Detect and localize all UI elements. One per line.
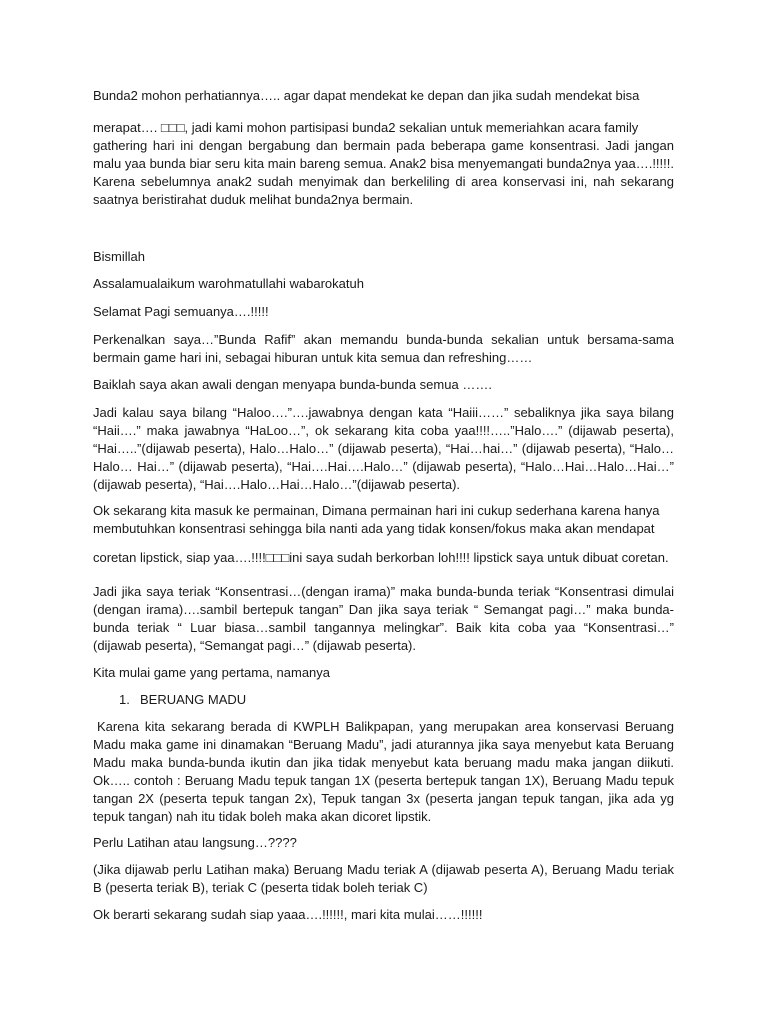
bismillah-line: Bismillah <box>93 249 146 264</box>
haloo-paragraph: Jadi kalau saya bilang “Haloo….”….jawabnya dengan kata “Haiii……” sebaliknya jika saya bilang “Haii….” maka jawabnya “HaLoo…”, ok sekarang kita coba yaa!!!!…..”Halo….” (dijawab peserta), “Hai…..”(dijawab peserta), Halo…Halo…” (dijawab peserta), “Hai…hai…” (dijawab peserta), “Halo… Halo… Hai…” (dijawab peserta), “Hai….Hai….Halo…” (dijawab peserta), “Halo…Hai…Halo…Hai…” (dijawab peserta), “Hai….Halo…Hai…Halo…”(dijawab peserta). <box>93 405 674 492</box>
latihan-question: Perlu Latihan atau langsung…???? <box>93 835 297 850</box>
game-intro-line: Kita mulai game yang pertama, namanya <box>93 665 331 680</box>
rules-line-1: Ok sekarang kita masuk ke permainan, Dimana permainan hari ini cukup sederhana karena hanya <box>93 503 660 518</box>
salam-line: Assalamualaikum warohmatullahi wabarokatuh <box>93 276 364 291</box>
intro-line-2: merapat…. □□□, jadi kami mohon partisipasi bunda2 sekalian untuk memeriahkan acara family <box>93 120 639 135</box>
closing-line: Ok berarti sekarang sudah siap yaaa….!!!!!!, mari kita mulai……!!!!!! <box>93 907 483 922</box>
start-greet-line: Baiklah saya akan awali dengan menyapa bunda-bunda semua ……. <box>93 377 492 392</box>
list-item-title: BERUANG MADU <box>140 692 247 707</box>
konsentrasi-paragraph: Jadi jika saya teriak “Konsentrasi…(dengan irama)” maka bunda-bunda teriak “Konsentrasi dimulai (dengan irama)….sambil bertepuk tangan” Dan jika saya teriak “ Semangat pagi…” maka bunda-bunda teriak “ Luar biasa…sambil tangannya melingkar”. Baik kita coba yaa “Konsentrasi…” (dijawab peserta), “Semangat pagi…” (dijawab peserta). <box>93 584 674 653</box>
greeting-line: Selamat Pagi semuanya….!!!!! <box>93 304 269 319</box>
intro-line-1: Bunda2 mohon perhatiannya….. agar dapat mendekat ke depan dan jika sudah mendekat bisa <box>93 88 640 103</box>
latihan-paragraph: (Jika dijawab perlu Latihan maka) Beruang Madu teriak A (dijawab peserta A), Beruang Madu teriak B (peserta teriak B), teriak C (peserta tidak boleh teriak C) <box>93 862 674 895</box>
beruang-madu-paragraph: Karena kita sekarang berada di KWPLH Balikpapan, yang merupakan area konservasi Beruang Madu maka game ini dinamakan “Beruang Madu”, jadi aturannya jika saya menyebut kata Beruang Madu maka bunda-bunda ikutin dan jika tidak menyebut kata beruang madu maka jangan diikuti. Ok….. contoh : Beruang Madu tepuk tangan 1X (peserta bertepuk tangan 1X), Beruang Madu tepuk tangan 2X (peserta tepuk tangan 2x), Tepuk tangan 3x (peserta jangan tepuk tangan, jika ada yg tepuk tangan) nah itu tidak boleh maka akan dicoret lipstik. <box>93 719 674 824</box>
host-intro-paragraph: Perkenalkan saya…”Bunda Rafif” akan memandu bunda-bunda sekalian untuk bersama-sama bermain game hari ini, sebagai hiburan untuk kita semua dan refreshing…… <box>93 332 674 365</box>
rules-line-2: membutuhkan konsentrasi sehingga bila nanti ada yang tidak konsen/fokus maka akan mendapat <box>93 521 655 536</box>
list-number: 1. <box>119 692 130 707</box>
intro-paragraph: gathering hari ini dengan bergabung dan bermain pada beberapa game konsentrasi. Jadi jangan malu yaa bunda biar seru kita main bareng semua. Anak2 bisa menyemangati bunda2nya yaa….!!!!!. Karena sebelumnya anak2 sudah menyimak dan berkeliling di area konservasi ini, nah sekarang saatnya beristirahat duduk melihat bunda2nya bermain. <box>93 138 674 207</box>
rules-line-3: coretan lipstick, siap yaa….!!!!□□□ini saya sudah berkorban loh!!!! lipstick saya untuk dibuat coretan. <box>93 550 669 565</box>
